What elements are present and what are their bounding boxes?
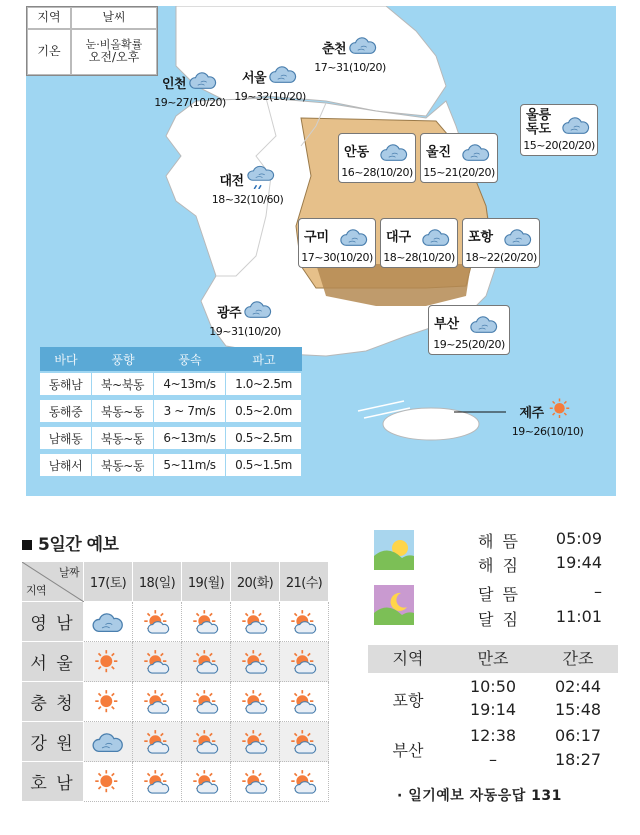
sun-cloud-icon bbox=[189, 728, 223, 756]
sea-cell: 3 ~ 7m/s bbox=[154, 400, 225, 422]
weather-cell bbox=[280, 642, 329, 682]
footer-text: · 일기예보 자동응답 131 bbox=[397, 788, 562, 804]
sun-icon bbox=[91, 648, 125, 676]
city-prob: (10/20) bbox=[348, 61, 386, 74]
sea-cell: 남해서 bbox=[40, 454, 91, 476]
sun-cloud-icon bbox=[189, 608, 223, 636]
city-name: 구미 bbox=[304, 230, 330, 245]
city-name: 제주 bbox=[519, 405, 544, 421]
city-gwangju bbox=[205, 297, 285, 338]
sun-cloud-icon bbox=[140, 648, 174, 676]
cloud-icon bbox=[379, 140, 409, 168]
city-jeju bbox=[505, 397, 590, 438]
legend-temp: 기온 bbox=[27, 29, 71, 75]
cloud-icon bbox=[243, 297, 273, 325]
cloud-icon bbox=[268, 62, 298, 86]
weather-cell bbox=[280, 762, 329, 802]
sunset-label: 해 짐 bbox=[478, 556, 520, 575]
city-name: 대전 bbox=[219, 173, 244, 189]
forecast-title-text: 5일간 예보 bbox=[38, 535, 119, 555]
cloud-icon bbox=[339, 225, 369, 249]
city-name: 부산 bbox=[434, 317, 460, 332]
weather-cell bbox=[231, 642, 280, 682]
sunrise-value: 05:09 bbox=[555, 529, 602, 548]
sea-cell: 북동~동 bbox=[92, 427, 153, 449]
sun-cloud-icon bbox=[287, 608, 321, 636]
sea-cell: 5~11m/s bbox=[154, 454, 225, 476]
corner-date: 날짜 bbox=[58, 566, 79, 579]
cloud-icon bbox=[188, 68, 218, 92]
city-name: 서울 bbox=[241, 70, 267, 86]
weather-cell bbox=[280, 602, 329, 642]
city-name: 춘천 bbox=[321, 41, 347, 57]
sea-header: 풍향 bbox=[92, 347, 154, 371]
weather-cell bbox=[133, 722, 182, 762]
city-temp: 18~32 bbox=[211, 193, 247, 206]
tide-header-low: 간조 bbox=[562, 649, 594, 668]
sun-cloud-icon bbox=[140, 688, 174, 716]
city-ulleung bbox=[520, 104, 598, 156]
weather-cell bbox=[84, 642, 133, 682]
city-temp: 18~28 bbox=[383, 251, 418, 264]
cloud-icon bbox=[91, 608, 125, 636]
city-incheon bbox=[150, 68, 230, 109]
city-name: 광주 bbox=[216, 305, 242, 321]
sun-cloud-icon bbox=[140, 768, 174, 796]
cloud-icon bbox=[348, 33, 378, 61]
sun-cloud-icon bbox=[189, 648, 223, 676]
sea-cell: 0.5~2.5m bbox=[226, 427, 301, 449]
cloud-icon bbox=[503, 225, 533, 249]
cloud-icon bbox=[461, 140, 491, 168]
sea-header: 바다 bbox=[40, 347, 92, 371]
sun-icon bbox=[546, 397, 576, 421]
sun-cloud-icon bbox=[189, 688, 223, 716]
moonset-label: 달 짐 bbox=[478, 610, 520, 629]
sunrise-label: 해 뜸 bbox=[478, 532, 520, 551]
legend-rain: 눈·비올확률 bbox=[85, 37, 143, 51]
city-gumi bbox=[298, 218, 376, 268]
city-pohang bbox=[462, 218, 540, 268]
city-busan bbox=[428, 305, 510, 355]
city-temp: 18~22 bbox=[465, 251, 500, 264]
sun-icon bbox=[91, 768, 125, 796]
sea-cell: 동해중 bbox=[40, 400, 91, 422]
city-prob: (10/60) bbox=[246, 193, 284, 206]
sun-cloud-icon bbox=[238, 648, 272, 676]
tide-low: 18:27 bbox=[554, 750, 602, 769]
cloud-icon bbox=[379, 140, 409, 164]
sea-table bbox=[40, 347, 302, 481]
cloud-icon bbox=[421, 225, 451, 249]
sun-cloud-icon bbox=[287, 728, 321, 756]
sea-cell: 북~북동 bbox=[92, 373, 153, 395]
sea-header: 파고 bbox=[226, 347, 302, 371]
day-header: 17(토) bbox=[84, 562, 133, 602]
weather-cell bbox=[182, 722, 231, 762]
sun-cloud-icon bbox=[238, 728, 272, 756]
cloud-icon bbox=[421, 225, 451, 253]
city-prob: (10/20) bbox=[375, 166, 413, 179]
city-prob: (20/20) bbox=[557, 139, 595, 152]
city-andong bbox=[338, 133, 416, 183]
sunset-value: 19:44 bbox=[555, 553, 602, 572]
day-header: 20(화) bbox=[231, 562, 280, 602]
sun-cloud-icon bbox=[287, 648, 321, 676]
moonset-svg bbox=[374, 585, 414, 625]
tide-high: – bbox=[489, 750, 497, 769]
city-temp: 19~31 bbox=[209, 325, 244, 338]
city-name: 대구 bbox=[386, 230, 412, 245]
tide-region: 포항 bbox=[392, 691, 424, 710]
city-temp: 19~27 bbox=[154, 96, 189, 109]
sea-cell: 북동~동 bbox=[92, 454, 153, 476]
city-prob: (20/20) bbox=[499, 251, 537, 264]
tide-high: 10:50 bbox=[469, 677, 517, 696]
sun-cloud-icon bbox=[238, 768, 272, 796]
city-daejeon bbox=[205, 165, 290, 206]
city-prob: (10/20) bbox=[268, 90, 306, 103]
city-daegu bbox=[380, 218, 458, 268]
moonrise-label: 달 뜸 bbox=[478, 585, 520, 604]
sea-cell: 6~13m/s bbox=[154, 427, 225, 449]
weather-cell bbox=[280, 722, 329, 762]
sun-cloud-icon bbox=[140, 728, 174, 756]
city-prob: (20/20) bbox=[457, 166, 495, 179]
legend-weather: 날씨 bbox=[71, 7, 157, 29]
city-chuncheon bbox=[310, 33, 390, 74]
sun-cloud-icon bbox=[287, 688, 321, 716]
weather-cell bbox=[84, 722, 133, 762]
sea-cell: 북동~동 bbox=[92, 400, 153, 422]
sunrise-icon bbox=[374, 530, 414, 570]
legend-region: 지역 bbox=[27, 7, 71, 29]
cloud-icon bbox=[469, 312, 499, 340]
weather-cell bbox=[182, 762, 231, 802]
rain-cloud-icon bbox=[246, 165, 276, 193]
cloud-icon bbox=[503, 225, 533, 253]
cloud-icon bbox=[561, 113, 591, 137]
cloud-icon bbox=[461, 140, 491, 164]
city-name: 울진 bbox=[426, 145, 452, 160]
legend-ampm: 오전/오후 bbox=[88, 50, 140, 65]
city-temp: 16~28 bbox=[341, 166, 376, 179]
cloud-icon bbox=[188, 68, 218, 96]
square-bullet-icon bbox=[22, 540, 32, 550]
city-name: 안동 bbox=[344, 145, 370, 160]
jeju-island bbox=[383, 408, 479, 440]
city-prob: (20/20) bbox=[467, 338, 505, 351]
city-temp: 15~20 bbox=[523, 139, 558, 152]
weather-cell bbox=[133, 682, 182, 722]
city-uljin bbox=[420, 133, 498, 183]
weather-cell bbox=[231, 722, 280, 762]
sea-cell: 남해동 bbox=[40, 427, 91, 449]
moonset-value: 11:01 bbox=[555, 607, 602, 626]
corner-region: 지역 bbox=[26, 584, 47, 597]
city-temp: 19~32 bbox=[234, 90, 269, 103]
city-temp: 17~31 bbox=[314, 61, 349, 74]
cloud-icon bbox=[243, 297, 273, 321]
weather-cell bbox=[84, 602, 133, 642]
weather-cell bbox=[182, 682, 231, 722]
city-name: 인천 bbox=[161, 76, 187, 92]
tide-low: 15:48 bbox=[554, 700, 602, 719]
region-cell: 영 남 bbox=[22, 602, 84, 642]
sea-cell: 0.5~1.5m bbox=[226, 454, 301, 476]
moonset-icon bbox=[374, 585, 414, 625]
sea-cell: 1.0~2.5m bbox=[226, 373, 301, 395]
sun-cloud-icon bbox=[238, 688, 272, 716]
city-temp: 17~30 bbox=[301, 251, 336, 264]
region-cell: 호 남 bbox=[22, 762, 84, 802]
day-header: 18(일) bbox=[133, 562, 182, 602]
weather-cell bbox=[133, 642, 182, 682]
city-prob: (10/20) bbox=[243, 325, 281, 338]
city-prob: (10/10) bbox=[546, 425, 584, 438]
tide-header bbox=[368, 645, 618, 673]
city-temp: 19~26 bbox=[511, 425, 547, 438]
sea-cell: 동해남 bbox=[40, 373, 91, 395]
city-name: 울릉 독도 bbox=[526, 108, 552, 138]
cloud-icon bbox=[348, 33, 378, 57]
weather-cell bbox=[84, 682, 133, 722]
cloud-icon bbox=[469, 312, 499, 336]
weather-cell bbox=[182, 642, 231, 682]
weather-cell bbox=[133, 762, 182, 802]
tide-header-region: 지역 bbox=[392, 649, 424, 668]
corner-cell bbox=[22, 562, 84, 602]
cloud-icon bbox=[339, 225, 369, 253]
moonrise-value: – bbox=[594, 582, 602, 601]
sea-header: 풍속 bbox=[154, 347, 226, 371]
forecast-title bbox=[22, 530, 118, 555]
tide-low: 02:44 bbox=[554, 677, 602, 696]
city-seoul bbox=[230, 62, 310, 103]
weather-cell bbox=[84, 762, 133, 802]
region-cell: 강 원 bbox=[22, 722, 84, 762]
weather-cell bbox=[231, 602, 280, 642]
region-cell: 충 청 bbox=[22, 682, 84, 722]
sun-cloud-icon bbox=[189, 768, 223, 796]
city-temp: 15~21 bbox=[423, 166, 458, 179]
tide-header-high: 만조 bbox=[477, 649, 509, 668]
forecast-table bbox=[22, 562, 332, 802]
city-prob: (10/20) bbox=[335, 251, 373, 264]
sea-cell: 0.5~2.0m bbox=[226, 400, 301, 422]
cloud-icon bbox=[561, 113, 591, 141]
cloud-icon bbox=[268, 62, 298, 90]
day-header: 21(수) bbox=[280, 562, 329, 602]
city-prob: (10/20) bbox=[188, 96, 226, 109]
cloud-icon bbox=[91, 728, 125, 756]
city-prob: (10/20) bbox=[417, 251, 455, 264]
tide-region: 부산 bbox=[392, 741, 424, 760]
sun-icon bbox=[91, 688, 125, 716]
weather-cell bbox=[231, 762, 280, 802]
weather-cell bbox=[280, 682, 329, 722]
city-temp: 19~25 bbox=[433, 338, 468, 351]
sun-cloud-icon bbox=[140, 608, 174, 636]
weather-cell bbox=[182, 602, 231, 642]
day-header: 19(월) bbox=[182, 562, 231, 602]
sea-cell: 4~13m/s bbox=[154, 373, 225, 395]
rain-cloud-icon bbox=[246, 165, 276, 189]
weather-cell bbox=[133, 602, 182, 642]
tide-low: 06:17 bbox=[554, 726, 602, 745]
sun-icon bbox=[546, 397, 576, 425]
sun-cloud-icon bbox=[238, 608, 272, 636]
tide-high: 12:38 bbox=[469, 726, 517, 745]
weather-cell bbox=[231, 682, 280, 722]
legend-prob bbox=[71, 29, 157, 75]
tide-high: 19:14 bbox=[469, 700, 517, 719]
region-cell: 서 울 bbox=[22, 642, 84, 682]
sunrise-svg bbox=[374, 530, 414, 570]
city-name: 포항 bbox=[468, 230, 494, 245]
sun-cloud-icon bbox=[287, 768, 321, 796]
map-legend bbox=[26, 6, 158, 76]
